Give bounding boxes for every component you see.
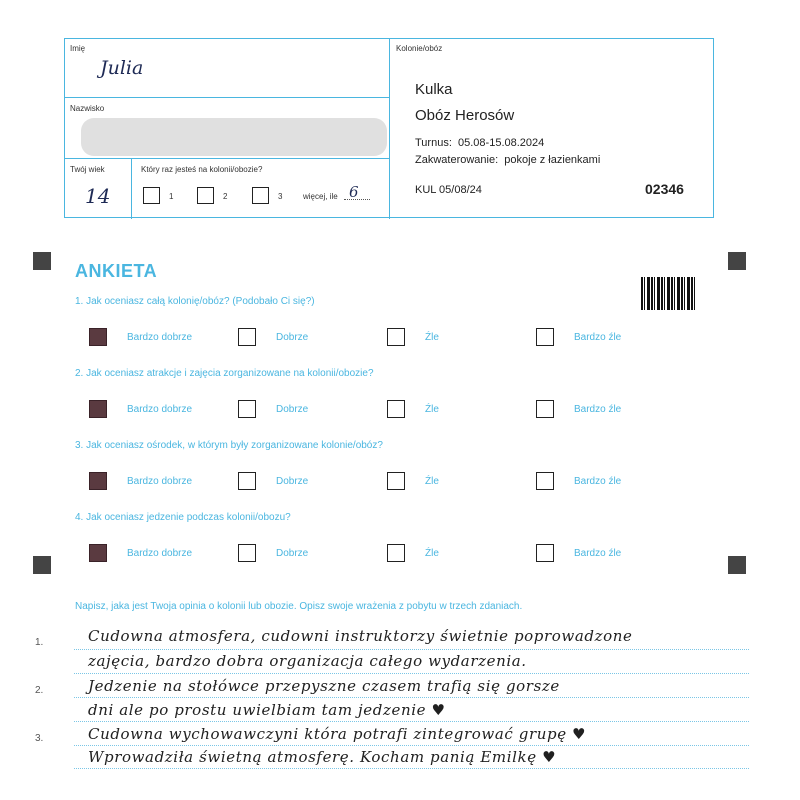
turnus-label: Turnus: bbox=[415, 137, 452, 149]
opinion-line-3[interactable] bbox=[74, 697, 749, 698]
question-2-option-1-label: Bardzo dobrze bbox=[127, 404, 193, 415]
question-1-option-1-label: Bardzo dobrze bbox=[127, 332, 193, 343]
times-option-1-label: 1 bbox=[169, 192, 174, 201]
corner-marker-top-right bbox=[728, 252, 746, 270]
question-1-option-3-label: Źle bbox=[425, 332, 439, 343]
times-option-3-label: 3 bbox=[278, 192, 283, 201]
opinion-number-2: 2. bbox=[35, 685, 44, 696]
form-divider-vertical bbox=[389, 39, 390, 219]
question-4-text: 4. Jak oceniasz jedzenie podczas kolonii/obozu? bbox=[75, 512, 291, 523]
times-option-1-checkbox[interactable] bbox=[143, 187, 160, 204]
opinion-text-3: Jedzenie na stołówce przepyszne czasem trafią się gorsze bbox=[88, 677, 560, 695]
camp-name: Kulka bbox=[415, 81, 453, 98]
last-name-label: Nazwisko bbox=[70, 104, 105, 113]
question-3-option-1-label: Bardzo dobrze bbox=[127, 476, 193, 487]
question-2-option-1-checkbox[interactable] bbox=[89, 400, 107, 418]
registration-form-box bbox=[64, 38, 714, 218]
question-3-text: 3. Jak oceniasz ośrodek, w którym były zorganizowane kolonie/obóz? bbox=[75, 440, 383, 451]
age-value: 14 bbox=[85, 184, 111, 208]
barcode-icon bbox=[641, 277, 696, 310]
accommodation-label: Zakwaterowanie: bbox=[415, 154, 499, 166]
last-name-redacted bbox=[81, 118, 387, 156]
question-4-option-4-checkbox[interactable] bbox=[536, 544, 554, 562]
question-2-text: 2. Jak oceniasz atrakcje i zajęcia zorganizowane na kolonii/obozie? bbox=[75, 368, 374, 379]
opinion-number-3: 3. bbox=[35, 733, 44, 744]
question-2-option-3-label: Źle bbox=[425, 404, 439, 415]
times-option-3-checkbox[interactable] bbox=[252, 187, 269, 204]
question-3-option-4-label: Bardzo źle bbox=[574, 476, 622, 487]
question-3-option-3-checkbox[interactable] bbox=[387, 472, 405, 490]
more-times-value: 6 bbox=[349, 183, 359, 201]
question-4-option-3-label: Źle bbox=[425, 548, 439, 559]
question-3-option-2-checkbox[interactable] bbox=[238, 472, 256, 490]
question-2-option-4-checkbox[interactable] bbox=[536, 400, 554, 418]
question-4-option-3-checkbox[interactable] bbox=[387, 544, 405, 562]
question-3-option-4-checkbox[interactable] bbox=[536, 472, 554, 490]
corner-marker-bottom-right bbox=[728, 556, 746, 574]
times-option-2-checkbox[interactable] bbox=[197, 187, 214, 204]
accommodation-row bbox=[415, 154, 600, 166]
opinion-line-1[interactable] bbox=[74, 649, 749, 650]
question-2-option-2-checkbox[interactable] bbox=[238, 400, 256, 418]
opinion-line-6[interactable] bbox=[74, 768, 749, 769]
opinion-text-2: zajęcia, bardzo dobra organizacja całego wydarzenia. bbox=[88, 652, 527, 670]
opinion-text-6: Wprowadziła świetną atmosferę. Kocham panią Emilkę ♥ bbox=[88, 748, 557, 766]
turnus-row bbox=[415, 137, 544, 149]
opinion-line-4[interactable] bbox=[74, 721, 749, 722]
camp-code: KUL 05/08/24 bbox=[415, 184, 482, 196]
question-2-option-2-label: Dobrze bbox=[276, 404, 309, 415]
form-number: 02346 bbox=[645, 181, 684, 197]
more-times-label: więcej, ile bbox=[303, 192, 338, 201]
turnus-value: 05.08-15.08.2024 bbox=[458, 137, 545, 149]
camp-subtitle: Obóz Herosów bbox=[415, 107, 515, 124]
question-4-option-2-checkbox[interactable] bbox=[238, 544, 256, 562]
opinion-line-2[interactable] bbox=[74, 673, 749, 674]
camp-label: Kolonie/obóz bbox=[396, 44, 443, 53]
question-1-option-4-checkbox[interactable] bbox=[536, 328, 554, 346]
question-1-text: 1. Jak oceniasz całą kolonię/obóz? (Podobało Ci się?) bbox=[75, 296, 315, 307]
question-1-option-2-label: Dobrze bbox=[276, 332, 309, 343]
question-1-option-1-checkbox[interactable] bbox=[89, 328, 107, 346]
opinion-prompt: Napisz, jaka jest Twoja opinia o kolonii lub obozie. Opisz swoje wrażenia z pobytu w trzech zdaniach. bbox=[75, 601, 523, 612]
survey-title: ANKIETA bbox=[75, 261, 158, 281]
question-4-option-1-label: Bardzo dobrze bbox=[127, 548, 193, 559]
question-2-option-3-checkbox[interactable] bbox=[387, 400, 405, 418]
age-label: Twój wiek bbox=[70, 165, 105, 174]
first-name-label: Imię bbox=[70, 44, 86, 53]
question-1-option-2-checkbox[interactable] bbox=[238, 328, 256, 346]
question-4-option-2-label: Dobrze bbox=[276, 548, 309, 559]
form-divider-age bbox=[131, 158, 132, 219]
corner-marker-bottom-left bbox=[33, 556, 51, 574]
opinion-number-1: 1. bbox=[35, 637, 44, 648]
times-attended-label: Który raz jesteś na kolonii/obozie? bbox=[141, 165, 263, 174]
question-2-option-4-label: Bardzo źle bbox=[574, 404, 622, 415]
question-1-option-3-checkbox[interactable] bbox=[387, 328, 405, 346]
question-4-option-4-label: Bardzo źle bbox=[574, 548, 622, 559]
question-4-option-1-checkbox[interactable] bbox=[89, 544, 107, 562]
form-divider-2 bbox=[65, 158, 390, 159]
accommodation-value: pokoje z łazienkami bbox=[504, 154, 601, 166]
times-option-2-label: 2 bbox=[223, 192, 228, 201]
first-name-value: Julia bbox=[100, 57, 144, 79]
corner-marker-top-left bbox=[33, 252, 51, 270]
question-3-option-2-label: Dobrze bbox=[276, 476, 309, 487]
question-3-option-1-checkbox[interactable] bbox=[89, 472, 107, 490]
opinion-text-4: dni ale po prostu uwielbiam tam jedzenie ♥ bbox=[88, 701, 446, 719]
opinion-line-5[interactable] bbox=[74, 745, 749, 746]
form-divider-1 bbox=[65, 97, 390, 98]
opinion-text-1: Cudowna atmosfera, cudowni instruktorzy świetnie poprowadzone bbox=[88, 627, 633, 645]
opinion-text-5: Cudowna wychowawczyni która potrafi zintegrować grupę ♥ bbox=[88, 725, 587, 743]
question-1-option-4-label: Bardzo źle bbox=[574, 332, 622, 343]
question-3-option-3-label: Źle bbox=[425, 476, 439, 487]
